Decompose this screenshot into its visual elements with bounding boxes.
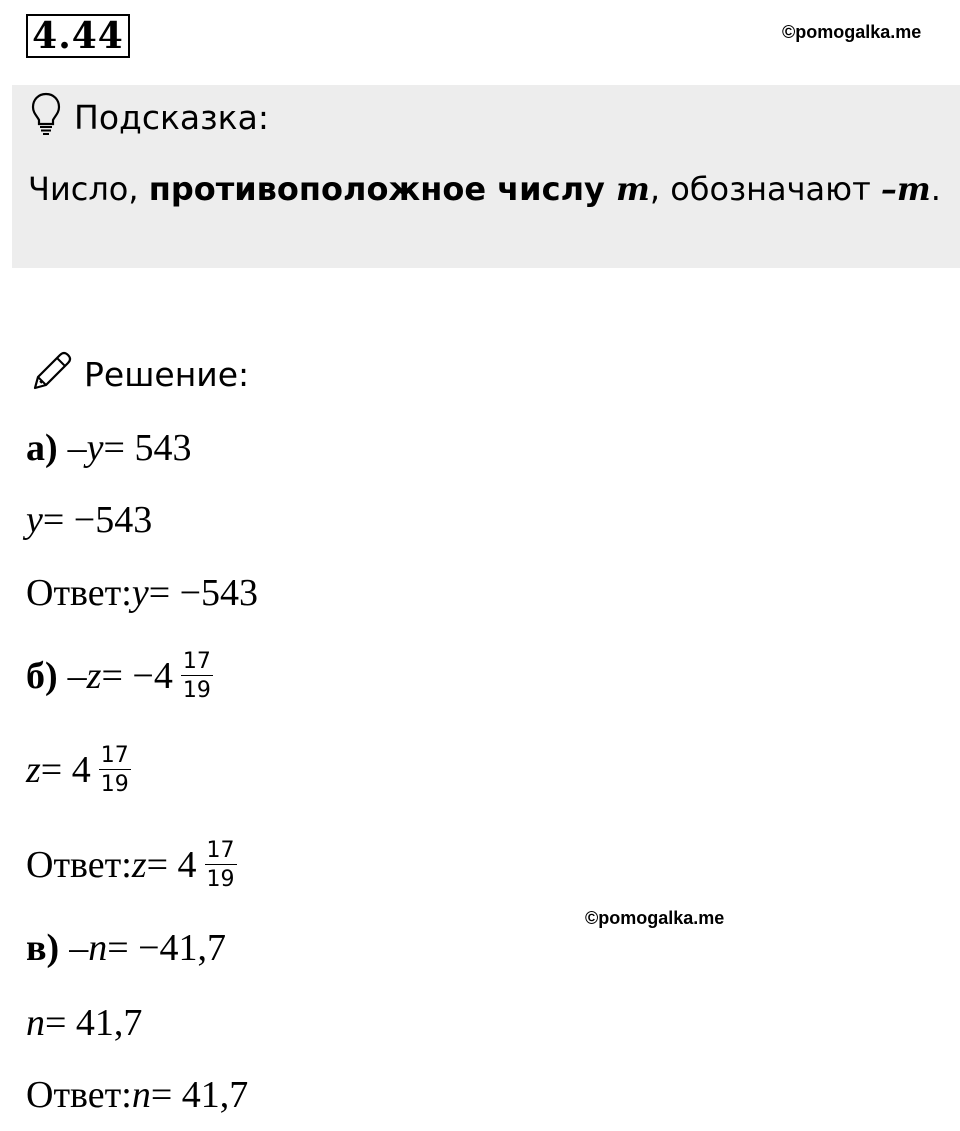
fraction-denominator: 19 — [100, 772, 129, 797]
fraction — [181, 650, 213, 702]
expr: = 41,7 — [150, 1074, 249, 1116]
expr: = 4 — [40, 749, 91, 791]
hint-period: . — [930, 170, 941, 208]
var: n — [26, 1002, 45, 1044]
line-c2 — [26, 993, 142, 1053]
line-b2 — [26, 740, 131, 800]
label-b: б) — [26, 655, 58, 697]
expr: = 4 — [146, 844, 197, 886]
expr: = 41,7 — [45, 1002, 143, 1044]
neg-sign: – — [67, 427, 87, 469]
var: y — [131, 572, 149, 614]
var: y — [26, 499, 43, 541]
hint-header — [30, 92, 269, 142]
var: z — [26, 749, 41, 791]
neg-sign: – — [69, 927, 89, 969]
watermark-middle: ©pomogalka.me — [585, 908, 725, 928]
hint-text-after: , обозначают — [649, 170, 881, 208]
hint-text-before: Число, — [28, 170, 149, 208]
solution-title: Решение: — [84, 354, 250, 394]
fraction-numerator: 17 — [181, 650, 213, 676]
hint-neg-m: –m — [880, 170, 931, 208]
neg-sign: – — [67, 655, 87, 697]
hint-title: Подсказка: — [74, 97, 269, 137]
expr: = −41,7 — [107, 927, 227, 969]
answer-prefix: Ответ: — [26, 1074, 132, 1116]
line-c1 — [26, 918, 226, 978]
expr: = −4 — [101, 655, 173, 697]
fraction-numerator: 17 — [205, 839, 237, 865]
line-a2 — [26, 490, 152, 550]
solution-header — [30, 346, 249, 402]
fraction — [99, 744, 131, 796]
fraction-numerator: 17 — [99, 744, 131, 770]
answer-c — [26, 1065, 248, 1125]
answer-prefix: Ответ: — [26, 572, 132, 614]
line-b1 — [26, 646, 213, 706]
problem-number: 4.44 — [26, 14, 130, 58]
line-a1 — [26, 418, 191, 478]
fraction-denominator: 19 — [182, 678, 211, 703]
hint-text — [28, 170, 941, 208]
expr: = 543 — [103, 427, 192, 469]
var: y — [86, 427, 104, 469]
pencil-icon — [30, 347, 76, 401]
answer-a — [26, 563, 258, 623]
fraction — [205, 839, 237, 891]
label-c: в) — [26, 927, 60, 969]
var: z — [131, 844, 147, 886]
lightbulb-icon — [30, 91, 62, 143]
var: n — [131, 1074, 151, 1116]
watermark-top: ©pomogalka.me — [782, 22, 922, 42]
expr: = −543 — [148, 572, 259, 614]
answer-prefix: Ответ: — [26, 844, 132, 886]
hint-var-m: m — [616, 170, 650, 208]
var: n — [88, 927, 108, 969]
hint-text-bold: противоположное числу — [148, 170, 616, 208]
var: z — [86, 655, 102, 697]
fraction-denominator: 19 — [206, 867, 235, 892]
expr: = −543 — [42, 499, 153, 541]
label-a: а) — [26, 427, 58, 469]
answer-b — [26, 835, 237, 895]
